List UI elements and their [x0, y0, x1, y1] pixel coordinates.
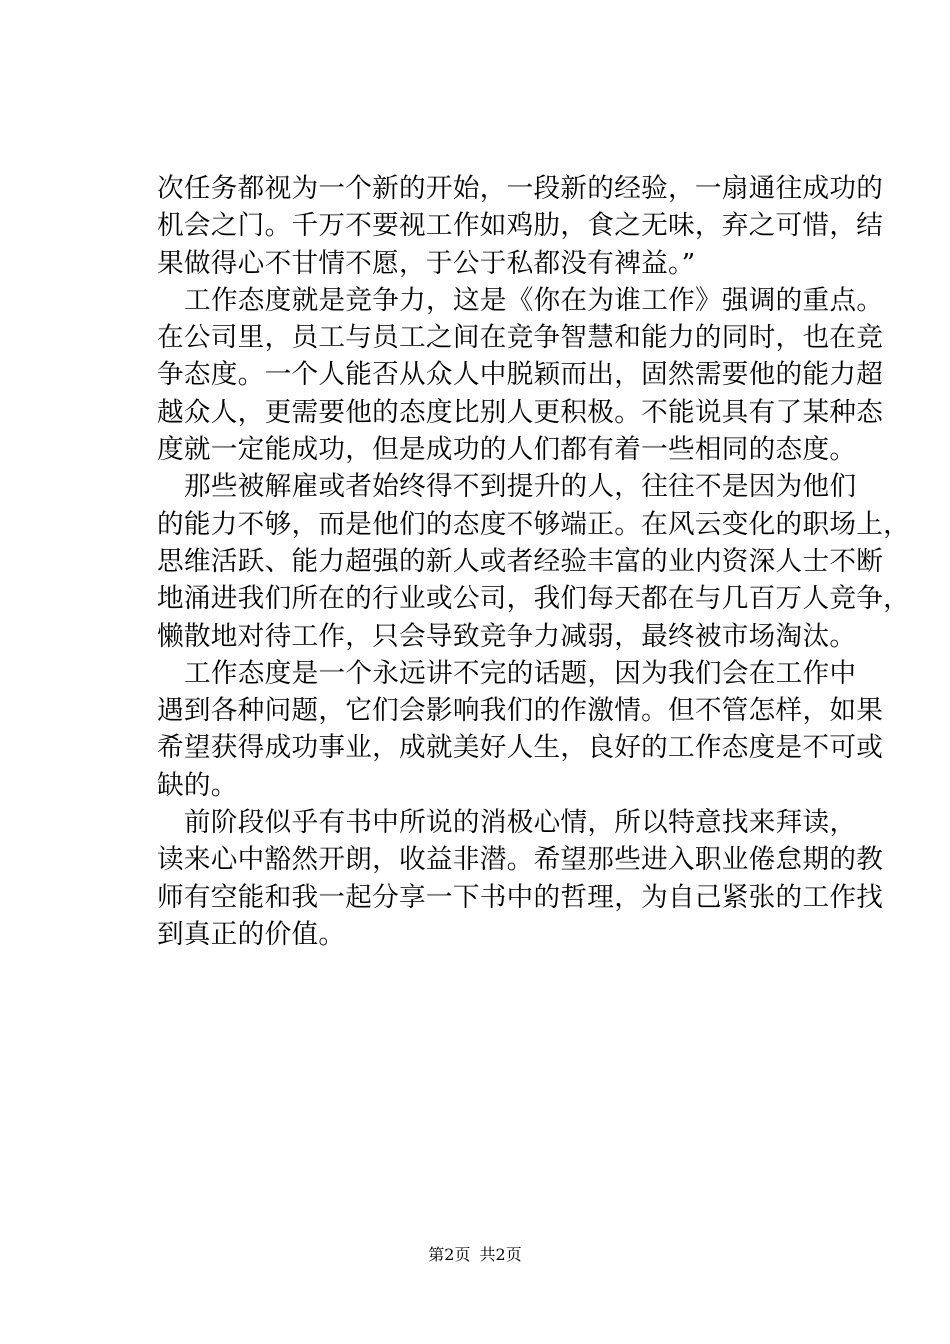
- paragraph-first-line: 工作态度是一个永远讲不完的话题，因为我们会在工作中: [184, 657, 857, 689]
- text-line: 的能力不够，而是他们的态度不够端正。在风云变化的职场上，: [157, 508, 911, 540]
- text-line: 缺的。: [157, 769, 238, 801]
- text-line: 越众人，更需要他的态度比别人更积极。不能说具有了某种态: [157, 396, 884, 428]
- text-line: 次任务都视为一个新的开始，一段新的经验，一扇通往成功的: [157, 173, 884, 204]
- page-total: 共2页: [479, 1245, 522, 1264]
- text-line: 机会之门。千万不要视工作如鸡肋，食之无味，弃之可惜，结: [157, 210, 884, 242]
- page-number: 第2页: [428, 1245, 471, 1264]
- text-line: 在公司里，员工与员工之间在竞争智慧和能力的同时，也在竞: [157, 322, 884, 354]
- page-footer: [0, 1242, 950, 1265]
- text-line: 争态度。一个人能否从众人中脱颖而出，固然需要他的能力超: [157, 359, 884, 391]
- paragraph-first-line: 工作态度就是竞争力，这是《你在为谁工作》强调的重点。: [184, 284, 884, 316]
- text-line: 希望获得成功事业，成就美好人生，良好的工作态度是不可或: [157, 732, 884, 764]
- text-line: 师有空能和我一起分享一下书中的哲理，为自己紧张的工作找: [157, 881, 884, 913]
- text-line: 懒散地对待工作，只会导致竞争力减弱，最终被市场淘汰。: [157, 620, 857, 652]
- paragraph-first-line: 前阶段似乎有书中所说的消极心情，所以特意找来拜读，: [184, 807, 857, 839]
- text-line: 度就一定能成功，但是成功的人们都有着一些相同的态度。: [157, 434, 857, 466]
- text-line: 读来心中豁然开朗，收益非潜。希望那些进入职业倦怠期的教: [157, 844, 884, 876]
- text-line: 果做得心不甘情不愿，于公于私都没有裨益。”: [157, 247, 696, 279]
- text-line: 遇到各种问题，它们会影响我们的作激情。但不管怎样，如果: [157, 695, 884, 727]
- text-line: 地涌进我们所在的行业或公司，我们每天都在与几百万人竞争，: [157, 583, 911, 615]
- paragraph-first-line: 那些被解雇或者始终得不到提升的人，往往不是因为他们: [184, 471, 857, 503]
- document-body: [157, 170, 911, 953]
- text-line: 到真正的价值。: [157, 918, 346, 950]
- text-line: 思维活跃、能力超强的新人或者经验丰富的业内资深人士不断: [157, 545, 884, 577]
